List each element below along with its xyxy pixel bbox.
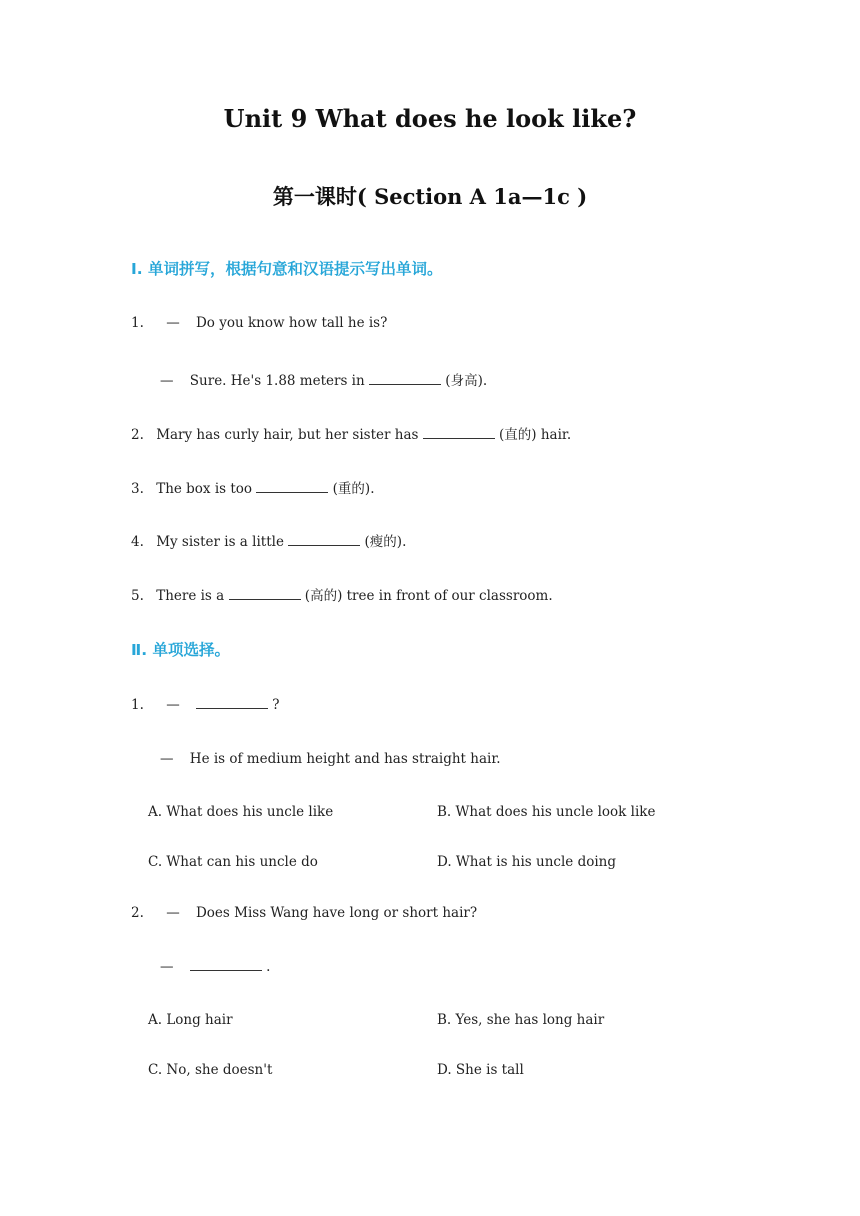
dash: — (166, 905, 180, 921)
page-title: Unit 9 What does he look like? (223, 104, 637, 133)
s2-q1 (131, 697, 280, 713)
hint-text: (重的). (332, 481, 375, 497)
question-number: 3. (131, 481, 144, 497)
answer-blank[interactable] (369, 373, 441, 385)
s2-q2-option-c[interactable]: C. No, she doesn't (148, 1062, 273, 1078)
hint-text: (瘦的). (364, 534, 407, 550)
question-number: 4. (131, 534, 144, 550)
s2-q1-option-d[interactable]: D. What is his uncle doing (437, 854, 617, 870)
dash: — (160, 959, 174, 975)
answer-blank[interactable] (229, 588, 301, 600)
s2-q2-option-d[interactable]: D. She is tall (437, 1062, 524, 1078)
question-number: 1. (131, 697, 144, 713)
question-text: Do you know how tall he is? (195, 315, 388, 331)
s1-q4 (131, 530, 406, 550)
question-text: There is a (156, 588, 225, 604)
s1-q5 (131, 584, 553, 604)
answer-blank[interactable] (423, 427, 495, 439)
question-mark: ? (272, 697, 280, 713)
s1-q1-reply (160, 369, 487, 389)
question-number: 5. (131, 588, 144, 604)
dash: — (166, 315, 180, 331)
period: . (266, 959, 271, 975)
s2-q1-option-b[interactable]: B. What does his uncle look like (437, 804, 656, 820)
question-text: My sister is a little (156, 534, 284, 550)
reply-text: He is of medium height and has straight hair. (189, 751, 501, 767)
hint-text: (身高). (445, 373, 488, 389)
question-text: Does Miss Wang have long or short hair? (195, 905, 478, 921)
s2-q2-option-a[interactable]: A. Long hair (148, 1012, 233, 1028)
s1-q3 (131, 477, 374, 497)
question-number: 2. (131, 905, 144, 921)
dash: — (160, 373, 174, 389)
s1-q1 (131, 315, 387, 331)
s2-q2-reply (160, 959, 270, 975)
s2-q1-option-a[interactable]: A. What does his uncle like (148, 804, 334, 820)
s2-q1-option-c[interactable]: C. What can his uncle do (148, 854, 318, 870)
answer-blank[interactable] (196, 697, 268, 709)
lesson-subtitle: 第一课时( Section A 1a—1c ) (272, 184, 588, 209)
hint-text: (直的) hair. (499, 427, 572, 443)
answer-blank[interactable] (190, 959, 262, 971)
answer-blank[interactable] (256, 481, 328, 493)
question-text: The box is too (156, 481, 253, 497)
question-text: Mary has curly hair, but her sister has (156, 427, 419, 443)
section-2-heading: Ⅱ. 单项选择。 (131, 641, 230, 659)
answer-blank[interactable] (288, 534, 360, 546)
section-1-heading: Ⅰ. 单词拼写，根据句意和汉语提示写出单词。 (131, 260, 443, 278)
s2-q2 (131, 905, 477, 921)
s2-q1-reply (160, 751, 501, 767)
question-number: 1. (131, 315, 144, 331)
dash: — (160, 751, 174, 767)
s2-q2-option-b[interactable]: B. Yes, she has long hair (437, 1012, 605, 1028)
dash: — (166, 697, 180, 713)
question-number: 2. (131, 427, 144, 443)
s1-q2 (131, 423, 571, 443)
reply-text: Sure. He's 1.88 meters in (189, 373, 365, 389)
hint-text: (高的) tree in front of our classroom. (304, 588, 553, 604)
